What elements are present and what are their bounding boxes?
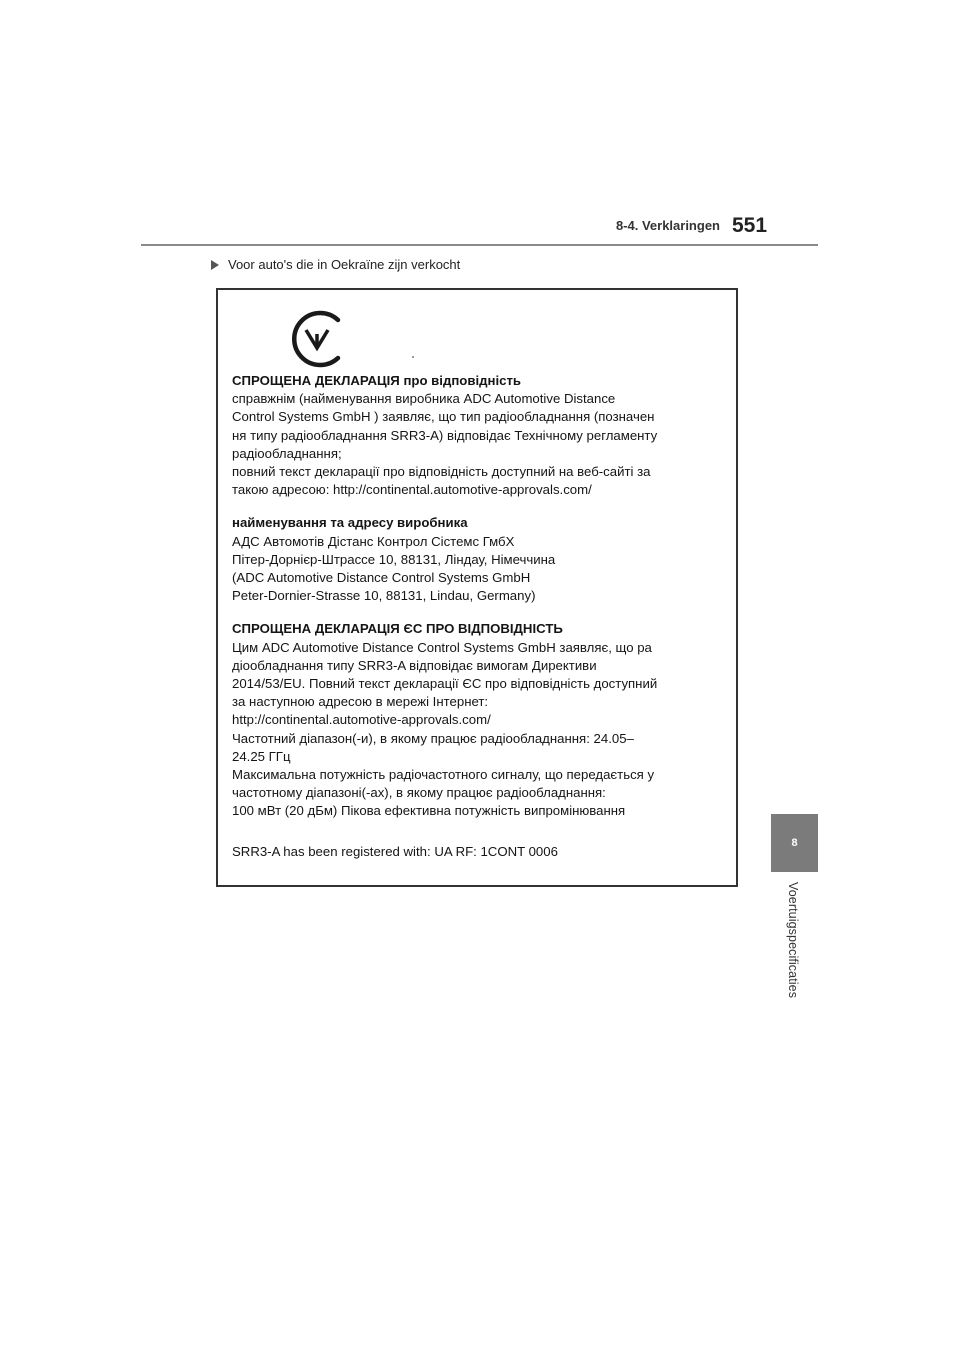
decl-line: 2014/53/EU. Повний текст декларації ЄС про відповідність доступний xyxy=(232,676,658,692)
intro-bullet-text: Voor auto's die in Oekraïne zijn verkocht xyxy=(228,257,461,272)
header-divider xyxy=(141,244,818,246)
ukrainian-conformity-mark-icon xyxy=(286,310,348,368)
chapter-tab: 8 xyxy=(771,814,818,872)
decl-url-line: http://continental.automotive-approvals.com/ xyxy=(232,712,491,728)
decl-line: справжнім (найменування виробника ADC Automotive Distance xyxy=(232,391,616,407)
decl-line: радіообладнання; xyxy=(232,445,342,461)
declaration-text xyxy=(232,372,724,861)
decl-line: Максимальна потужність радіочастотного сигналу, що передається у xyxy=(232,767,655,783)
decl-line: (ADC Automotive Distance Control Systems GmbH xyxy=(232,570,531,586)
section-title: 8-4. Verklaringen xyxy=(615,218,720,233)
decl-line: Частотний діапазон(-и), в якому працює радіообладнання: 24.05– xyxy=(232,730,634,746)
decl-url-line: такою адресою: http://continental.automotive-approvals.com/ xyxy=(232,482,592,498)
declaration-box xyxy=(216,288,738,887)
decl-line: діообладнання типу SRR3-A відповідає вимогам Директиви xyxy=(232,657,597,673)
decl-line: 24.25 ГГц xyxy=(232,748,291,764)
chapter-title: Voertuigspecificaties xyxy=(786,882,800,999)
decl-line: Control Systems GmbH ) заявляє, що тип радіообладнання (позначен xyxy=(232,409,655,425)
manufacturer-heading: найменування та адресу виробника xyxy=(232,515,468,531)
decl-line: повний текст декларації про відповідність доступний на веб-сайті за xyxy=(232,464,651,480)
registration-line: SRR3-A has been registered with: UA RF: 1CONT 0006 xyxy=(232,843,558,859)
decl-line: Цим ADC Automotive Distance Control Systems GmbH заявляє, що ра xyxy=(232,639,652,655)
decl-line: Пітер-Дорнієр-Штрассе 10, 88131, Ліндау, Німеччина xyxy=(232,551,556,567)
scan-dot xyxy=(412,356,414,358)
decl-line: за наступною адресою в мережі Інтернет: xyxy=(232,694,489,710)
decl-line: ня типу радіообладнання SRR3-A) відповідає Технічному регламенту xyxy=(232,427,658,443)
page-number: 551 xyxy=(732,214,768,237)
decl-line: Peter-Dornier-Strasse 10, 88131, Lindau, Germany) xyxy=(232,588,536,604)
intro-bullet xyxy=(211,257,460,272)
decl-heading-1: СПРОЩЕНА ДЕКЛАРАЦІЯ про відповідність xyxy=(232,373,522,388)
decl-line: 100 мВт (20 дБм) Пікова ефективна потужність випромінювання xyxy=(232,803,626,819)
decl-line: частотному діапазоні(-ах), в якому працює радіообладнання: xyxy=(232,785,606,801)
bullet-arrow-icon xyxy=(211,260,219,270)
decl-line: АДС Автомотів Дістанс Контрол Сістемс ГмбХ xyxy=(232,533,515,549)
decl-heading-2: СПРОЩЕНА ДЕКЛАРАЦІЯ ЄС ПРО ВІДПОВІДНІСТЬ xyxy=(232,621,563,637)
